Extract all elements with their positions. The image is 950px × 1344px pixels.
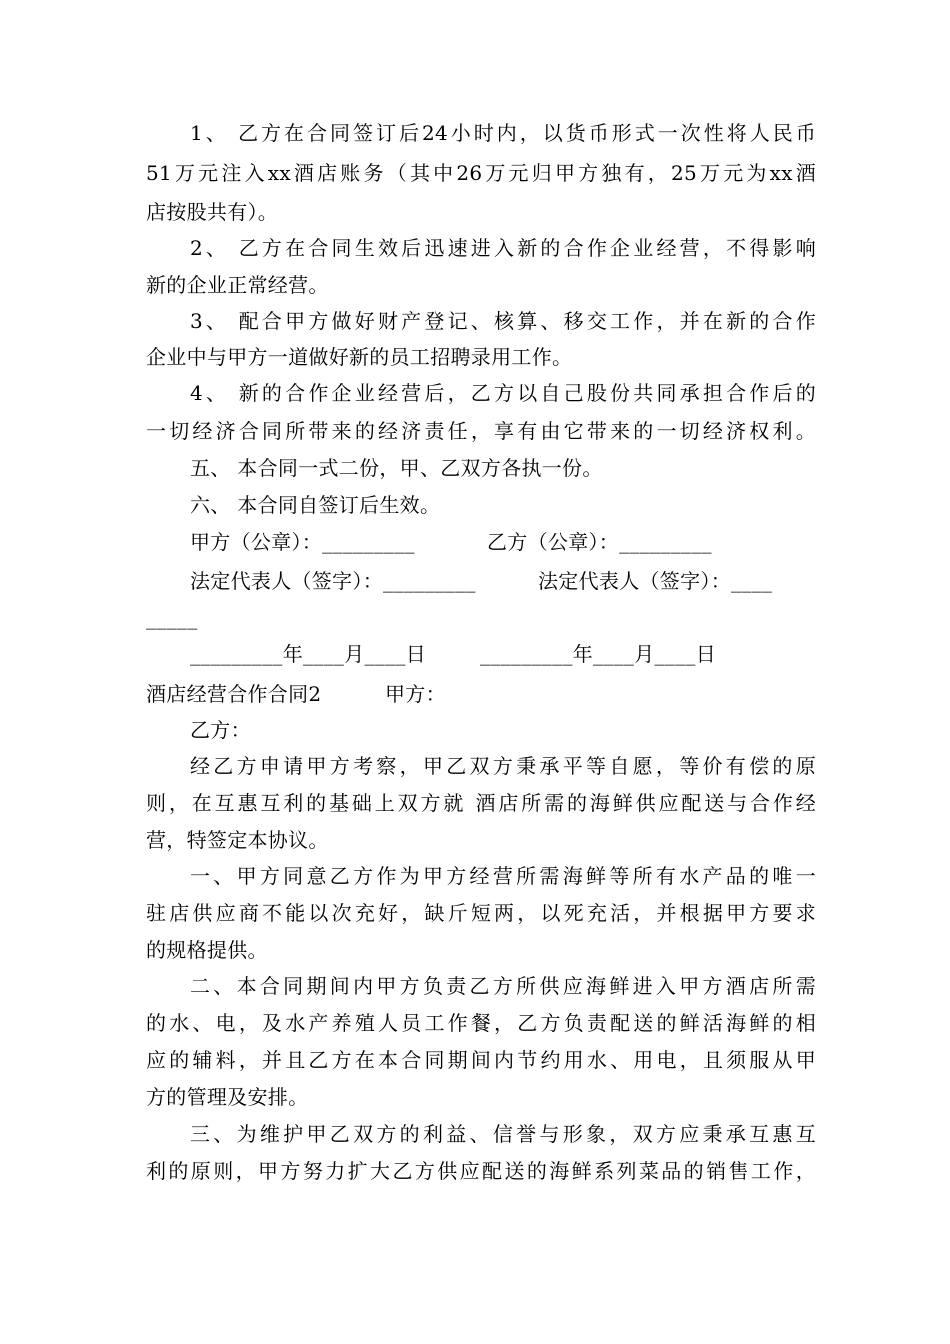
party-a-seal: 甲方（公章）：_________ [190, 530, 415, 554]
clause-4-line-1: 4、 新的合作企业经营后，乙方以自己股份共同承担合作后的 [190, 381, 816, 405]
article-3-line-2: 利的原则，甲方努力扩大乙方供应配送的海鲜系列菜品的销售工作， [146, 1159, 816, 1183]
article-1-line-2: 驻店供应商不能以次充好，缺斤短两，以死充活，并根据甲方要求 [146, 901, 816, 925]
article-3-line-1: 三、为维护甲乙双方的利益、信誉与形象，双方应秉承互惠互 [190, 1122, 816, 1146]
article-2-line-3: 应的辅料，并且乙方在本合同期间内节约用水、用电，且须服从甲 [146, 1048, 816, 1072]
preamble-line-3: 营，特签定本协议。 [146, 828, 329, 852]
preamble-line-1: 经乙方申请甲方考察，甲乙双方秉承平等自愿，等价有偿的原 [190, 754, 816, 778]
contract-2-title: 酒店经营合作合同2 [146, 682, 322, 706]
party-a-representative: 法定代表人（签字）：_________ [190, 569, 476, 593]
clause-5: 五、 本合同一式二份，甲、乙双方各执一份。 [190, 456, 603, 480]
clause-4-line-2: 一切经济合同所带来的经济责任，享有由它带来的一切经济权利。 [146, 419, 816, 443]
contract-2-party-a: 甲方： [385, 682, 446, 706]
clause-6: 六、 本合同自签订后生效。 [190, 493, 441, 517]
clause-3-line-2: 企业中与甲方一道做好新的员工招聘录用工作。 [146, 345, 573, 369]
party-a-date: _________年____月____日 [190, 642, 426, 666]
article-2-line-2: 的水、电，及水产养殖人员工作餐，乙方负责配送的鲜活海鲜的相 [146, 1011, 816, 1035]
signature-underline-wrap: _____ [146, 606, 198, 630]
clause-2-line-2: 新的企业正常经营。 [146, 273, 329, 297]
party-b-seal: 乙方（公章）：_________ [487, 530, 712, 554]
party-b-representative: 法定代表人（签字）：____ [538, 569, 773, 593]
preamble-line-2: 则，在互惠互利的基础上双方就 酒店所需的海鲜供应配送与合作经 [146, 791, 816, 815]
article-2-line-1: 二、本合同期间内甲方负责乙方所供应海鲜进入甲方酒店所需 [190, 974, 816, 998]
contract-2-party-b: 乙方： [190, 718, 251, 742]
article-1-line-3: 的规格提供。 [146, 938, 268, 962]
clause-2-line-1: 2、 乙方在合同生效后迅速进入新的合作企业经营，不得影响 [190, 236, 816, 260]
article-2-line-4: 方的管理及安排。 [146, 1085, 309, 1109]
clause-3-line-1: 3、 配合甲方做好财产登记、核算、移交工作，并在新的合作 [190, 309, 816, 333]
clause-1-line-2: 51万元注入xx酒店账务（其中26万元归甲方独有，25万元为xx酒 [146, 161, 816, 185]
party-b-date: _________年____月____日 [480, 642, 716, 666]
article-1-line-1: 一、甲方同意乙方作为甲方经营所需海鲜等所有水产品的唯一 [190, 864, 816, 888]
clause-1-line-1: 1、 乙方在合同签订后24小时内，以货币形式一次性将人民币 [190, 121, 816, 145]
clause-1-line-3: 店按股共有）。 [146, 200, 279, 224]
